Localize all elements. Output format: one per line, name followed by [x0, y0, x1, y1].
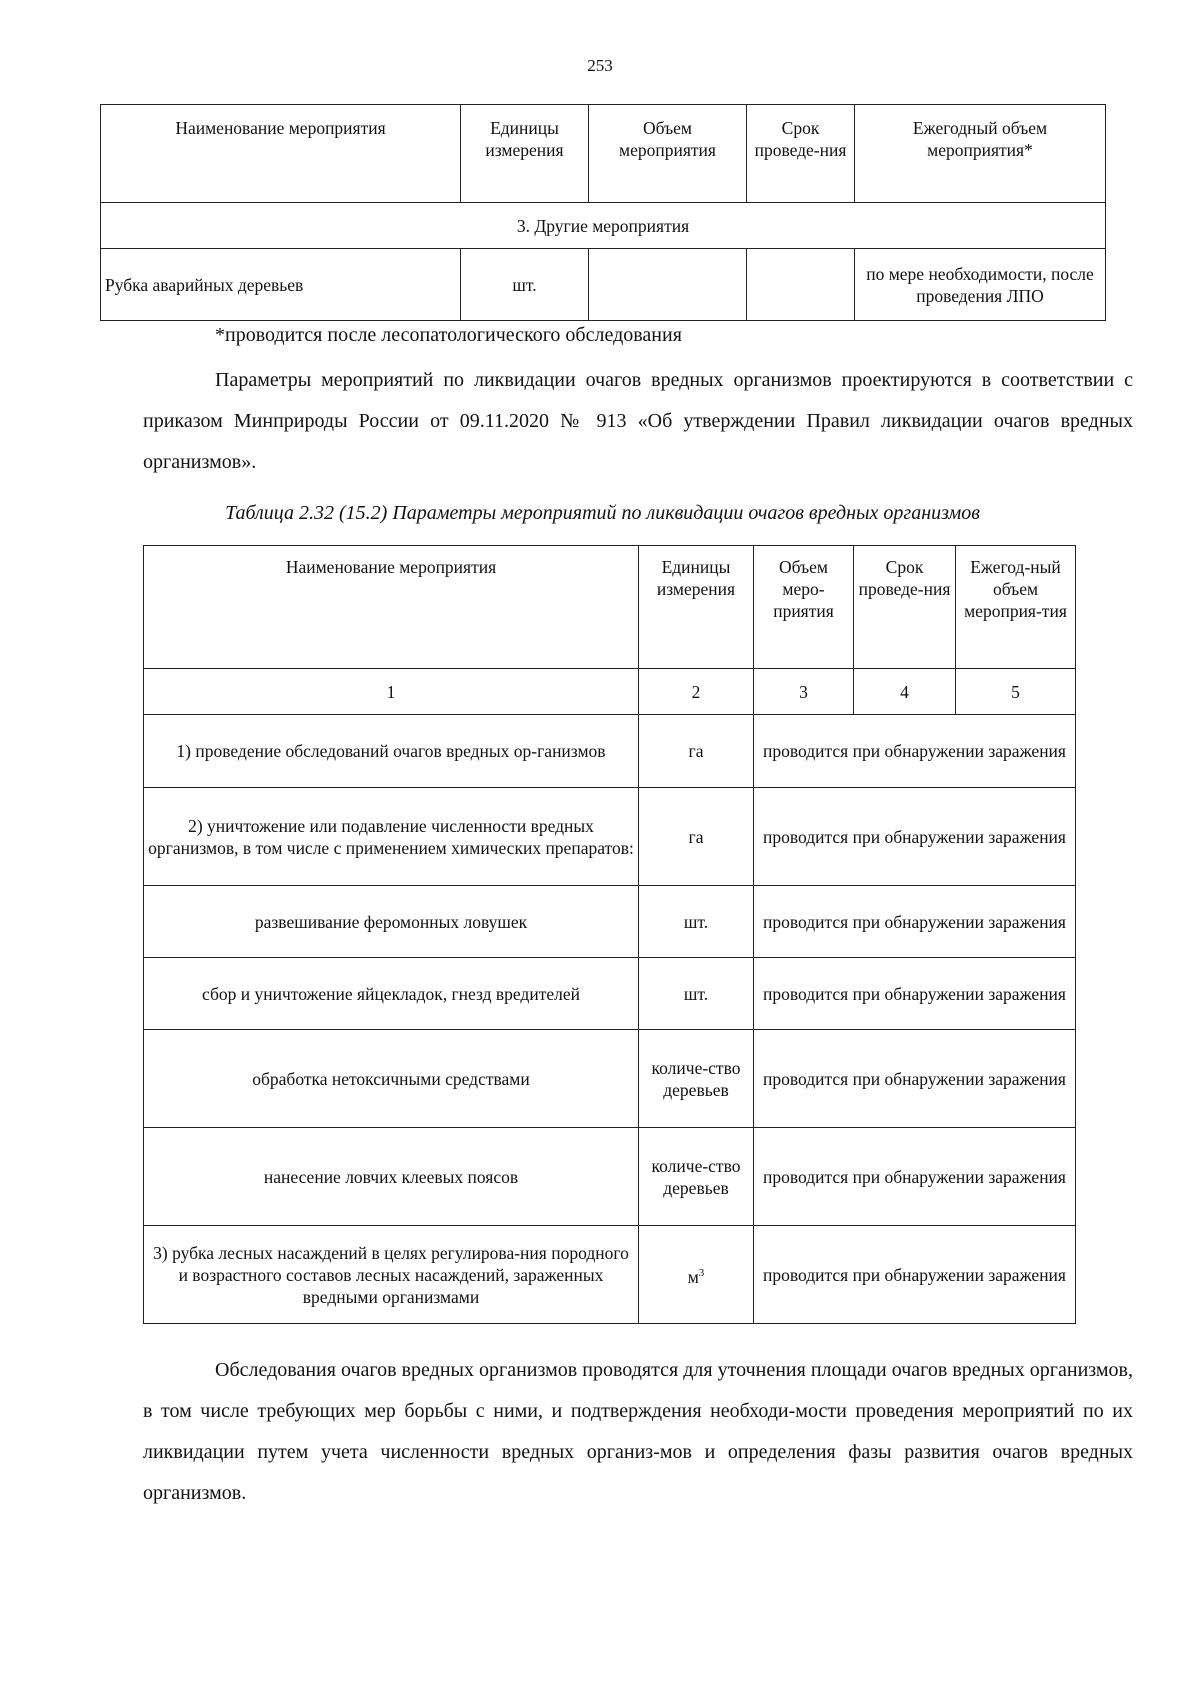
table-row [144, 715, 1076, 788]
paragraph-intro: Параметры мероприятий по ликвидации очагов вредных организмов проектируются в соответствии с приказом Минприроды России от 09.11.2020 № 913 «Об утверждении Правил ликвидации очагов вредных организмов». [143, 369, 1133, 473]
row-unit: количе-ство деревьев [639, 1030, 754, 1128]
column-number: 2 [639, 669, 754, 715]
table-header-row [144, 546, 1076, 669]
row-name: нанесение ловчих клеевых поясов [144, 1128, 639, 1226]
row-unit: га [639, 788, 754, 886]
table-row [144, 1128, 1076, 1226]
table-row [144, 1226, 1076, 1324]
paragraph-surveys: Обследования очагов вредных организмов проводятся для уточнения площади очагов вредных организмов, в том числе требующих мер борьбы с ними, и подтверждения необходи-мости проведения мероприятий по их ликвидации путем учета численности вредных организ-мов и определения фазы развития очагов вредных организмов. [143, 1359, 1133, 1504]
row-unit [639, 1226, 754, 1324]
table-other-measures [100, 104, 1106, 321]
row-note: проводится при обнаружении заражения [754, 886, 1076, 958]
row-name: 3) рубка лесных насаждений в целях регулирова-ния породного и возрастного составов лесных насаждений, зараженных вредными организмами [144, 1226, 639, 1324]
row-note: проводится при обнаружении заражения [754, 1128, 1076, 1226]
header-cell: Единицы измерения [461, 105, 589, 203]
table-section-row [101, 203, 1106, 249]
header-cell: Объем меро-приятия [754, 546, 854, 669]
header-cell: Ежегодный объем мероприятия* [855, 105, 1106, 203]
header-cell: Объем мероприятия [589, 105, 747, 203]
unit-superscript: 3 [698, 1266, 705, 1279]
row-annual: по мере необходимости, после проведения ЛПО [855, 249, 1106, 321]
row-unit: шт. [639, 958, 754, 1030]
column-number: 1 [144, 669, 639, 715]
header-cell: Наименование мероприятия [101, 105, 461, 203]
column-number: 4 [854, 669, 956, 715]
row-note: проводится при обнаружении заражения [754, 1030, 1076, 1128]
column-number: 3 [754, 669, 854, 715]
row-name: Рубка аварийных деревьев [101, 249, 461, 321]
header-cell: Срок проведе-ния [747, 105, 855, 203]
table-row [144, 1030, 1076, 1128]
header-cell: Единицы измерения [639, 546, 754, 669]
section-title: 3. Другие мероприятия [101, 203, 1106, 249]
header-cell: Ежегод-ный объем мероприя-тия [956, 546, 1076, 669]
row-note: проводится при обнаружении заражения [754, 788, 1076, 886]
page-number: 253 [587, 56, 613, 75]
table-pest-measures [143, 545, 1076, 1324]
row-volume [589, 249, 747, 321]
row-note: проводится при обнаружении заражения [754, 715, 1076, 788]
table-row [144, 788, 1076, 886]
table-row [144, 886, 1076, 958]
table-row [101, 249, 1106, 321]
row-note: проводится при обнаружении заражения [754, 958, 1076, 1030]
row-name: развешивание феромонных ловушек [144, 886, 639, 958]
row-name: обработка нетоксичными средствами [144, 1030, 639, 1128]
row-unit: шт. [461, 249, 589, 321]
row-unit: шт. [639, 886, 754, 958]
row-name: 2) уничтожение или подавление численности вредных организмов, в том числе с применением химических препаратов: [144, 788, 639, 886]
row-note: проводится при обнаружении заражения [754, 1226, 1076, 1324]
footnote: *проводится после лесопатологического обследования [215, 324, 682, 346]
table-row [144, 958, 1076, 1030]
table-header-row [101, 105, 1106, 203]
row-unit: га [639, 715, 754, 788]
header-cell: Наименование мероприятия [144, 546, 639, 669]
column-number: 5 [956, 669, 1076, 715]
column-number-row [144, 669, 1076, 715]
unit-text: м [687, 1266, 699, 1287]
table-caption: Таблица 2.32 (15.2) Параметры мероприятий по ликвидации очагов вредных организмов [225, 502, 980, 524]
row-term [747, 249, 855, 321]
row-name: сбор и уничтожение яйцекладок, гнезд вредителей [144, 958, 639, 1030]
row-unit: количе-ство деревьев [639, 1128, 754, 1226]
row-name: 1) проведение обследований очагов вредных ор-ганизмов [144, 715, 639, 788]
header-cell: Срок проведе-ния [854, 546, 956, 669]
